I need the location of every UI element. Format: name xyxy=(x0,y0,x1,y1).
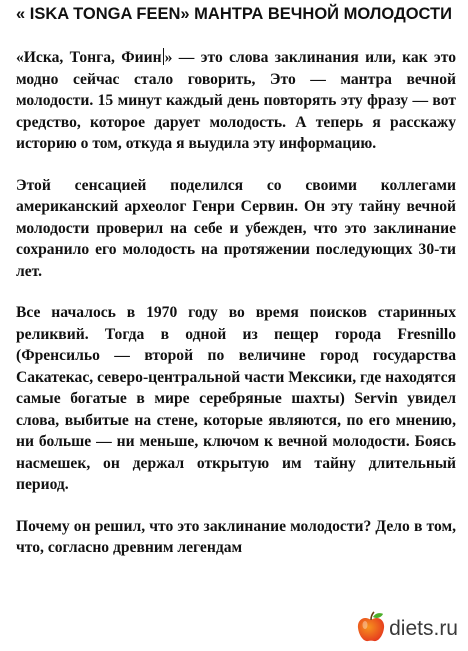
paragraph-text-start: «Иска, Тонга, Фиин xyxy=(16,49,162,66)
text-cursor-caret xyxy=(163,48,164,65)
apple-logo-icon xyxy=(356,611,386,648)
paragraph-text-end: » — это слова заклинания или, как это модно сейчас стало говорить, Это — мантра вечной молодости. 15 минут каждый день повторять эту фразу — вот средство, которое дарует молодость. А теперь я расскажу историю о том, откуда я выудила эту информацию. xyxy=(16,49,456,152)
article-title: « ISKA TONGA FEEN» МАНТРА ВЕЧНОЙ МОЛОДОСТИ xyxy=(16,5,452,23)
article-paragraph: Почему он решил, что это заклинание молодости? Дело в том, что, согласно древним легендам xyxy=(16,517,456,556)
article-paragraph xyxy=(16,47,456,155)
article-paragraph: Все началось в 1970 году во время поисков старинных реликвий. Тогда в одной из пещер города Fresnillo (Френсильо — второй по величине город государства Сакатекас, северо-центральной части Мексики, где находятся самые богатые в мире серебряные шахты) Servin увидел слова, выбитые на стене, которые являются, по его мнению, ни больше — ни меньше, ключом к вечной молодости. Боясь насмешек, он держал открытую им тайну длительный период. xyxy=(16,304,456,493)
site-watermark xyxy=(354,611,462,647)
article-paragraph: Этой сенсацией поделился со своими коллегами американский археолог Генри Сервин. Он эту тайну вечной молодости проверил на себе и убежден, что это заклинание сохранило его молодость на протяжении последующих 30-ти лет. xyxy=(16,176,456,280)
watermark-text: diets.ru xyxy=(389,617,458,640)
article xyxy=(16,4,456,579)
